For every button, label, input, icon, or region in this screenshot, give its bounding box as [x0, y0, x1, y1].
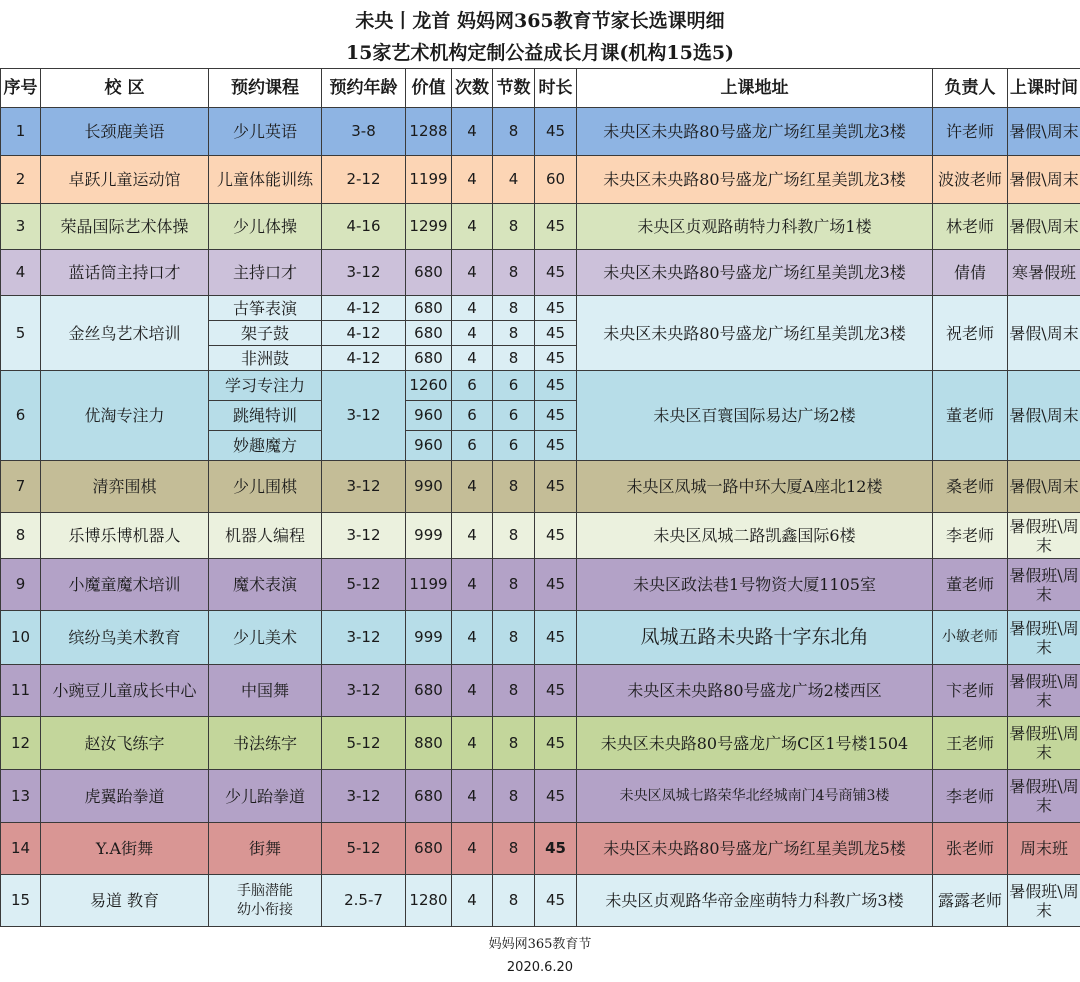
- course-duration: 45: [535, 401, 577, 431]
- course-name: 少儿体操: [209, 204, 322, 250]
- table-row: [1, 461, 1080, 513]
- row-number: 6: [1, 371, 41, 461]
- course-times: 4: [452, 108, 493, 156]
- course-duration: 45: [535, 513, 577, 559]
- course-name: 书法练字: [209, 717, 322, 770]
- school-name: 缤纷鸟美术教育: [41, 611, 209, 665]
- course-duration: 45: [535, 371, 577, 401]
- contact-person: 祝老师: [933, 296, 1008, 371]
- contact-person: 张老师: [933, 823, 1008, 875]
- row-number: 4: [1, 250, 41, 296]
- table-row: [1, 823, 1080, 875]
- school-name: 长颈鹿美语: [41, 108, 209, 156]
- course-price: 880: [406, 717, 452, 770]
- table-row: [1, 108, 1080, 156]
- age-range: 3-8: [322, 108, 406, 156]
- header-times: 次数: [452, 69, 493, 108]
- age-range: 2.5-7: [322, 875, 406, 927]
- contact-person: 卞老师: [933, 665, 1008, 717]
- course-price: 1260: [406, 371, 452, 401]
- course-price: 960: [406, 431, 452, 461]
- school-name: 小豌豆儿童成长中心: [41, 665, 209, 717]
- course-times: 4: [452, 611, 493, 665]
- row-number: 5: [1, 296, 41, 371]
- class-address: 未央区未央路80号盛龙广场红星美凯龙3楼: [577, 250, 933, 296]
- table-row: [1, 513, 1080, 559]
- age-range: 2-12: [322, 156, 406, 204]
- class-address: 未央区贞观路华帝金座萌特力科教广场3楼: [577, 875, 933, 927]
- header-row: [1, 69, 1080, 108]
- course-price: 680: [406, 346, 452, 371]
- header-contact: 负责人: [933, 69, 1008, 108]
- class-schedule: 暑假班\周末: [1008, 611, 1080, 665]
- course-duration: 45: [535, 611, 577, 665]
- table-row: [1, 875, 1080, 927]
- class-schedule: 暑假\周末: [1008, 461, 1080, 513]
- school-name: 优淘专注力: [41, 371, 209, 461]
- course-times: 4: [452, 559, 493, 611]
- row-number: 8: [1, 513, 41, 559]
- age-range: 3-12: [322, 250, 406, 296]
- course-name: 儿童体能训练: [209, 156, 322, 204]
- school-name: 卓跃儿童运动馆: [41, 156, 209, 204]
- age-range: 3-12: [322, 770, 406, 823]
- course-sessions: 8: [493, 611, 535, 665]
- row-number: 11: [1, 665, 41, 717]
- footer-organizer: 妈妈网365教育节: [488, 937, 592, 952]
- course-duration: 45: [535, 346, 577, 371]
- age-range: 3-12: [322, 665, 406, 717]
- class-address: 未央区未央路80号盛龙广场红星美凯龙3楼: [577, 296, 933, 371]
- course-name: 古筝表演: [209, 296, 322, 321]
- table-row: [1, 250, 1080, 296]
- school-name: 小魔童魔术培训: [41, 559, 209, 611]
- age-range: 4-12: [322, 346, 406, 371]
- contact-person: 露露老师: [933, 875, 1008, 927]
- row-number: 7: [1, 461, 41, 513]
- age-range: 3-12: [322, 513, 406, 559]
- row-number: 3: [1, 204, 41, 250]
- course-times: 4: [452, 296, 493, 321]
- course-duration: 45: [535, 461, 577, 513]
- row-number: 2: [1, 156, 41, 204]
- contact-person: 董老师: [933, 559, 1008, 611]
- course-times: 4: [452, 717, 493, 770]
- age-range: 5-12: [322, 823, 406, 875]
- course-name: 中国舞: [209, 665, 322, 717]
- age-range: 4-12: [322, 321, 406, 346]
- course-name: 架子鼓: [209, 321, 322, 346]
- class-schedule: 暑假班\周末: [1008, 770, 1080, 823]
- contact-person: 董老师: [933, 371, 1008, 461]
- header-price: 价值: [406, 69, 452, 108]
- school-name: 清弈围棋: [41, 461, 209, 513]
- course-price: 960: [406, 401, 452, 431]
- course-duration: 45: [535, 665, 577, 717]
- document-subtitle: 15家艺术机构定制公益成长月课(机构15选5): [345, 42, 735, 64]
- course-times: 4: [452, 665, 493, 717]
- class-schedule: 暑假\周末: [1008, 296, 1080, 371]
- school-name: 荣晶国际艺术体操: [41, 204, 209, 250]
- course-times: 4: [452, 204, 493, 250]
- contact-person: 李老师: [933, 513, 1008, 559]
- course-sessions: 8: [493, 108, 535, 156]
- course-price: 990: [406, 461, 452, 513]
- course-duration: 45: [535, 321, 577, 346]
- course-name: 少儿英语: [209, 108, 322, 156]
- table-row: [1, 665, 1080, 717]
- course-name: 手脑潜能 幼小衔接: [209, 875, 322, 927]
- age-range: 5-12: [322, 559, 406, 611]
- course-times: 4: [452, 321, 493, 346]
- course-duration: 45: [535, 875, 577, 927]
- course-duration: 45: [535, 770, 577, 823]
- course-price: 999: [406, 611, 452, 665]
- age-range: 4-16: [322, 204, 406, 250]
- course-sessions: 8: [493, 321, 535, 346]
- course-sessions: 6: [493, 431, 535, 461]
- age-range: 4-12: [322, 296, 406, 321]
- class-address: 未央区政法巷1号物资大厦1105室: [577, 559, 933, 611]
- course-duration: 45: [535, 296, 577, 321]
- class-schedule: 寒暑假班: [1008, 250, 1080, 296]
- course-times: 4: [452, 346, 493, 371]
- course-table: [0, 68, 1080, 927]
- course-sessions: 6: [493, 371, 535, 401]
- class-schedule: 暑假班\周末: [1008, 559, 1080, 611]
- course-sessions: 8: [493, 461, 535, 513]
- age-range: 5-12: [322, 717, 406, 770]
- course-sessions: 8: [493, 717, 535, 770]
- row-number: 9: [1, 559, 41, 611]
- course-name: 少儿美术: [209, 611, 322, 665]
- header-no: 序号: [1, 69, 41, 108]
- course-times: 4: [452, 461, 493, 513]
- course-duration: 45: [535, 108, 577, 156]
- course-price: 1199: [406, 559, 452, 611]
- course-name: 主持口才: [209, 250, 322, 296]
- table-row: [1, 296, 1080, 321]
- course-times: 4: [452, 156, 493, 204]
- course-times: 6: [452, 431, 493, 461]
- school-name: 乐博乐博机器人: [41, 513, 209, 559]
- header-sessions: 节数: [493, 69, 535, 108]
- school-name: 赵汝飞练字: [41, 717, 209, 770]
- course-sessions: 6: [493, 401, 535, 431]
- course-duration: 45: [535, 204, 577, 250]
- class-schedule: 暑假\周末: [1008, 371, 1080, 461]
- course-name: 魔术表演: [209, 559, 322, 611]
- course-times: 4: [452, 513, 493, 559]
- course-times: 4: [452, 823, 493, 875]
- course-name: 妙趣魔方: [209, 431, 322, 461]
- school-name: 虎翼跆拳道: [41, 770, 209, 823]
- age-range: 3-12: [322, 461, 406, 513]
- course-times: 4: [452, 250, 493, 296]
- school-name: 易道 教育: [41, 875, 209, 927]
- course-sessions: 8: [493, 875, 535, 927]
- course-price: 1280: [406, 875, 452, 927]
- class-address: 未央区未央路80号盛龙广场红星美凯龙3楼: [577, 156, 933, 204]
- contact-person: 波波老师: [933, 156, 1008, 204]
- school-name: Y.A街舞: [41, 823, 209, 875]
- row-number: 10: [1, 611, 41, 665]
- document-title: 未央丨龙首 妈妈网365教育节家长选课明细: [355, 10, 725, 32]
- course-price: 1199: [406, 156, 452, 204]
- table-row: [1, 559, 1080, 611]
- contact-person: 桑老师: [933, 461, 1008, 513]
- course-sessions: 8: [493, 296, 535, 321]
- course-price: 680: [406, 321, 452, 346]
- header-course: 预约课程: [209, 69, 322, 108]
- course-sessions: 8: [493, 823, 535, 875]
- contact-person: 许老师: [933, 108, 1008, 156]
- class-address: 未央区未央路80号盛龙广场2楼西区: [577, 665, 933, 717]
- course-duration: 60: [535, 156, 577, 204]
- course-times: 6: [452, 401, 493, 431]
- footer-date: 2020.6.20: [506, 960, 574, 975]
- contact-person: 李老师: [933, 770, 1008, 823]
- header-schedule: 上课时间: [1008, 69, 1080, 108]
- course-sessions: 8: [493, 770, 535, 823]
- course-duration: 45: [535, 559, 577, 611]
- class-schedule: 暑假\周末: [1008, 108, 1080, 156]
- course-name: 少儿围棋: [209, 461, 322, 513]
- class-schedule: 周末班: [1008, 823, 1080, 875]
- class-schedule: 暑假班\周末: [1008, 717, 1080, 770]
- course-duration: 45: [535, 823, 577, 875]
- course-price: 1288: [406, 108, 452, 156]
- class-schedule: 暑假班\周末: [1008, 513, 1080, 559]
- course-times: 4: [452, 875, 493, 927]
- table-row: [1, 371, 1080, 401]
- row-number: 14: [1, 823, 41, 875]
- row-number: 13: [1, 770, 41, 823]
- course-sessions: 8: [493, 250, 535, 296]
- header-age: 预约年龄: [322, 69, 406, 108]
- contact-person: 林老师: [933, 204, 1008, 250]
- school-name: 蓝话筒主持口才: [41, 250, 209, 296]
- class-address: 未央区贞观路萌特力科教广场1楼: [577, 204, 933, 250]
- table-body: [1, 108, 1080, 927]
- table-row: [1, 770, 1080, 823]
- class-address: 凤城五路未央路十字东北角: [577, 611, 933, 665]
- course-times: 6: [452, 371, 493, 401]
- age-range: 3-12: [322, 371, 406, 461]
- class-address: 未央区未央路80号盛龙广场C区1号楼1504: [577, 717, 933, 770]
- class-address: 未央区凤城二路凯鑫国际6楼: [577, 513, 933, 559]
- class-address: 未央区未央路80号盛龙广场红星美凯龙3楼: [577, 108, 933, 156]
- class-address: 未央区未央路80号盛龙广场红星美凯龙5楼: [577, 823, 933, 875]
- class-address: 未央区百寰国际易达广场2楼: [577, 371, 933, 461]
- course-sessions: 8: [493, 346, 535, 371]
- contact-person: 倩倩: [933, 250, 1008, 296]
- course-price: 680: [406, 296, 452, 321]
- course-price: 1299: [406, 204, 452, 250]
- course-name: 少儿跆拳道: [209, 770, 322, 823]
- course-sessions: 8: [493, 513, 535, 559]
- class-schedule: 暑假班\周末: [1008, 875, 1080, 927]
- course-price: 999: [406, 513, 452, 559]
- course-times: 4: [452, 770, 493, 823]
- table-row: [1, 717, 1080, 770]
- class-address: 未央区凤城七路荣华北经城南门4号商铺3楼: [577, 770, 933, 823]
- contact-person: 王老师: [933, 717, 1008, 770]
- course-sessions: 8: [493, 665, 535, 717]
- course-sessions: 8: [493, 559, 535, 611]
- class-schedule: 暑假\周末: [1008, 204, 1080, 250]
- class-address: 未央区凤城一路中环大厦A座北12楼: [577, 461, 933, 513]
- header-school: 校 区: [41, 69, 209, 108]
- contact-person: 小敏老师: [933, 611, 1008, 665]
- row-number: 12: [1, 717, 41, 770]
- age-range: 3-12: [322, 611, 406, 665]
- table-row: [1, 611, 1080, 665]
- course-name: 学习专注力: [209, 371, 322, 401]
- course-price: 680: [406, 823, 452, 875]
- class-schedule: 暑假\周末: [1008, 156, 1080, 204]
- course-duration: 45: [535, 431, 577, 461]
- table-row: [1, 204, 1080, 250]
- course-name: 非洲鼓: [209, 346, 322, 371]
- course-price: 680: [406, 770, 452, 823]
- course-name: 街舞: [209, 823, 322, 875]
- header-duration: 时长: [535, 69, 577, 108]
- course-duration: 45: [535, 717, 577, 770]
- course-sessions: 8: [493, 204, 535, 250]
- class-schedule: 暑假班\周末: [1008, 665, 1080, 717]
- school-name: 金丝鸟艺术培训: [41, 296, 209, 371]
- course-duration: 45: [535, 250, 577, 296]
- course-sessions: 4: [493, 156, 535, 204]
- course-price: 680: [406, 250, 452, 296]
- course-price: 680: [406, 665, 452, 717]
- row-number: 1: [1, 108, 41, 156]
- table-row: [1, 156, 1080, 204]
- course-name: 跳绳特训: [209, 401, 322, 431]
- header-address: 上课地址: [577, 69, 933, 108]
- row-number: 15: [1, 875, 41, 927]
- course-name: 机器人编程: [209, 513, 322, 559]
